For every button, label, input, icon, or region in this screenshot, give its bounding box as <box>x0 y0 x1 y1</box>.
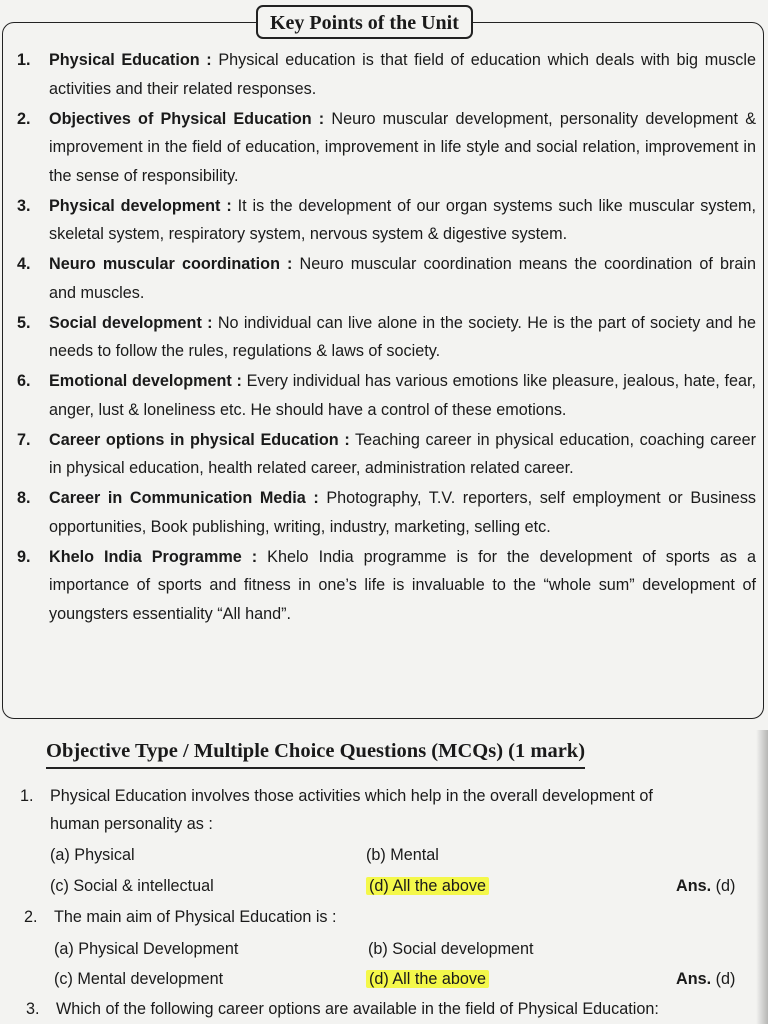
key-point-item <box>0 250 768 307</box>
key-point-term: Neuro muscular coordination : <box>49 255 293 273</box>
key-point-term: Social development : <box>49 313 213 332</box>
key-point-text: Every individual has various emotions like pleasure, jealous, hate, fear, anger, lust & loneliness etc. He should have a control of these emotions. <box>49 372 756 419</box>
key-point-number: 8. <box>17 489 31 507</box>
answer-key <box>676 967 735 991</box>
key-point-item <box>0 105 768 191</box>
question-number: 1. <box>20 787 34 805</box>
question-text: The main aim of Physical Education is : <box>54 908 337 926</box>
question-number: 3. <box>26 1000 40 1018</box>
question-text: Physical Education involves those activities which help in the overall development of <box>50 787 653 805</box>
key-point-item <box>0 192 768 249</box>
option-c: (c) Social & intellectual <box>50 877 214 895</box>
key-point-term: Physical Education : <box>49 51 212 69</box>
option-b: (b) Mental <box>366 846 439 864</box>
question-text: Which of the following career options are available in the field of Physical Education: <box>56 1000 659 1018</box>
key-points-list <box>0 46 768 630</box>
key-point-text: Teaching career in physical education, coaching career in physical education, health related career, administration related career. <box>49 430 756 477</box>
key-point-text: Neuro muscular development, personality development & improvement in the field of education, improvement in life style and social relation, improvement in the sense of responsibility. <box>49 109 756 185</box>
key-point-item <box>0 367 768 424</box>
key-point-term: Physical development : <box>49 196 232 215</box>
key-point-term: Emotional development : <box>49 372 242 390</box>
key-point-item <box>0 543 768 629</box>
key-point-item <box>0 309 768 366</box>
question-line <box>20 784 653 808</box>
key-point-number: 5. <box>17 313 31 332</box>
mcq-section-heading: Objective Type / Multiple Choice Questions (MCQs) (1 mark) <box>46 736 585 769</box>
key-point-item <box>0 46 768 103</box>
key-point-number: 6. <box>17 372 31 390</box>
key-point-text: Physical education is that field of education which deals with big muscle activities and their related responses. <box>49 51 756 98</box>
answer-label: Ans. <box>676 877 712 895</box>
key-point-term: Khelo India Programme : <box>49 547 258 566</box>
key-point-number: 4. <box>17 255 31 273</box>
answer-value: (d) <box>715 877 736 895</box>
key-point-text: Photography, T.V. reporters, self employment or Business opportunities, Book publishing, writing, industry, marketing, selling etc. <box>49 489 757 536</box>
question-line <box>26 997 659 1021</box>
key-point-number: 1. <box>17 51 31 69</box>
page-edge-shadow <box>756 730 768 1024</box>
key-point-number: 2. <box>17 109 31 128</box>
key-point-number: 9. <box>17 547 31 566</box>
question-number: 2. <box>24 908 38 926</box>
key-point-text: Khelo India programme is for the development of sports as a importance of sports and fitness in one’s life is invaluable to the “whole sum” development of youngsters essentiality “All hand”. <box>49 547 756 623</box>
key-point-number: 3. <box>17 196 31 215</box>
answer-label: Ans. <box>676 970 712 988</box>
option-d-highlighted <box>366 874 489 898</box>
key-point-number: 7. <box>17 430 31 449</box>
option-a: (a) Physical Development <box>54 940 239 958</box>
key-point-item <box>0 484 768 541</box>
question-line <box>24 905 337 929</box>
option-a: (a) Physical <box>50 846 135 864</box>
key-point-text: Neuro muscular coordination means the coordination of brain and muscles. <box>49 255 756 302</box>
highlighted-answer: (d) All the above <box>366 877 489 895</box>
option-d-highlighted <box>366 967 489 991</box>
key-points-title: Key Points of the Unit <box>256 5 473 39</box>
option-c: (c) Mental development <box>54 970 224 988</box>
key-point-term: Career in Communication Media : <box>49 489 319 507</box>
key-point-term: Objectives of Physical Education : <box>49 109 325 128</box>
key-point-item <box>0 426 768 483</box>
key-point-text: It is the development of our organ systems such like muscular system, skeletal system, respiratory system, nervous system & digestive system. <box>49 196 756 243</box>
key-point-term: Career options in physical Education : <box>49 430 350 449</box>
key-point-text: No individual can live alone in the society. He is the part of society and he needs to follow the rules, regulations & laws of society. <box>49 313 756 360</box>
answer-key <box>676 874 735 898</box>
option-b: (b) Social development <box>368 940 534 958</box>
answer-value: (d) <box>715 970 736 988</box>
highlighted-answer: (d) All the above <box>366 970 489 988</box>
question-line: human personality as : <box>50 815 213 833</box>
